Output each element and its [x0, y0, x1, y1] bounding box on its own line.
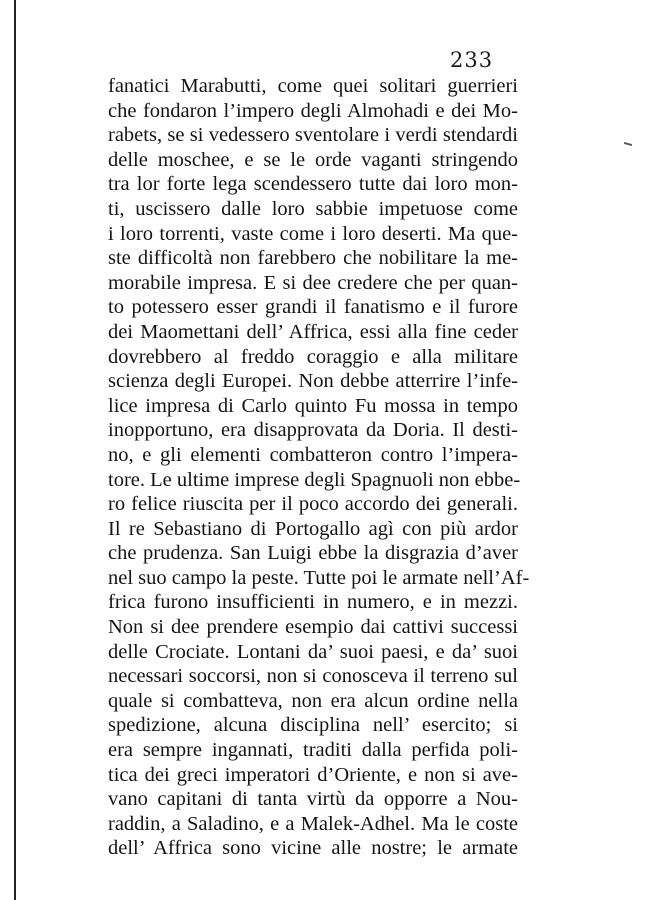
text-line: quale si combatteva, non era alcun ordine nella: [108, 689, 518, 712]
text-line: inopportuno, era disapprovata da Doria. Il desti-: [108, 419, 518, 442]
text-line: vano capitani di tanta virtù da opporre a Nou-: [108, 788, 518, 811]
text-line: dell’ Affrica sono vicine alle nostre; le armate: [108, 837, 518, 860]
text-line: tore. Le ultime imprese degli Spagnuoli non ebbe-: [108, 468, 521, 491]
text-line: raddin, a Saladino, e a Malek-Adhel. Ma le coste: [108, 812, 518, 835]
text-line: che fondaron l’impero degli Almohadi e dei Mo-: [108, 99, 518, 122]
text-line: delle Crociate. Lontani da’ suoi paesi, e da’ suoi: [108, 640, 518, 663]
text-line: necessari soccorsi, non si conosceva il terreno sul: [108, 665, 518, 688]
text-line: dovrebbero al freddo coraggio e alla militare: [108, 345, 518, 368]
text-line: delle moschee, e se le orde vaganti stringendo: [108, 148, 518, 171]
text-line: morabile impresa. E si dee credere che per quan-: [108, 271, 518, 294]
text-line: tra lor forte lega scendessero tutte dai loro mon-: [108, 173, 518, 196]
text-line: ti, uscissero dalle loro sabbie impetuose come: [108, 197, 518, 220]
text-line: Non si dee prendere esempio dai cattivi successi: [108, 616, 518, 639]
text-line: ste difficoltà non farebbero che nobilitare la me-: [108, 247, 518, 270]
text-line: che prudenza. San Luigi ebbe la disgrazia d’aver: [108, 542, 518, 565]
page-number: 233: [450, 48, 494, 72]
text-line: tica dei greci imperatori d’Oriente, e non si ave-: [108, 763, 518, 786]
text-line: fanatici Marabutti, come quei solitari guerrieri: [108, 75, 518, 97]
margin-mark: [624, 142, 632, 146]
text-line: era sempre ingannati, traditi dalla perfida poli-: [108, 739, 518, 762]
text-line: i loro torrenti, vaste come i loro deserti. Ma que-: [108, 222, 518, 245]
text-line: nel suo campo la peste. Tutte poi le armate nell’Af-: [108, 566, 530, 589]
text-line: frica furono insufficienti in numero, e in mezzi.: [108, 591, 518, 614]
body-text: [108, 74, 530, 861]
text-line: ro felice riuscita per il poco accordo dei generali.: [108, 493, 518, 516]
text-line: Il re Sebastiano di Portogallo agì con più ardor: [108, 517, 518, 540]
text-line: dei Maomettani dell’ Affrica, essi alla fine ceder: [108, 320, 518, 343]
text-line: to potessero esser grandi il fanatismo e il furore: [108, 296, 518, 319]
text-line: no, e gli elementi combatteron contro l’impera-: [108, 443, 518, 466]
text-line: lice impresa di Carlo quinto Fu mossa in tempo: [108, 394, 518, 417]
page-edge-rule: [14, 0, 16, 900]
text-line: spedizione, alcuna disciplina nell’ esercito; si: [108, 714, 518, 737]
text-line: rabets, se si vedessero sventolare i verdi stendardi: [108, 124, 518, 147]
text-line: scienza degli Europei. Non debbe atterrire l’infe-: [108, 370, 518, 393]
